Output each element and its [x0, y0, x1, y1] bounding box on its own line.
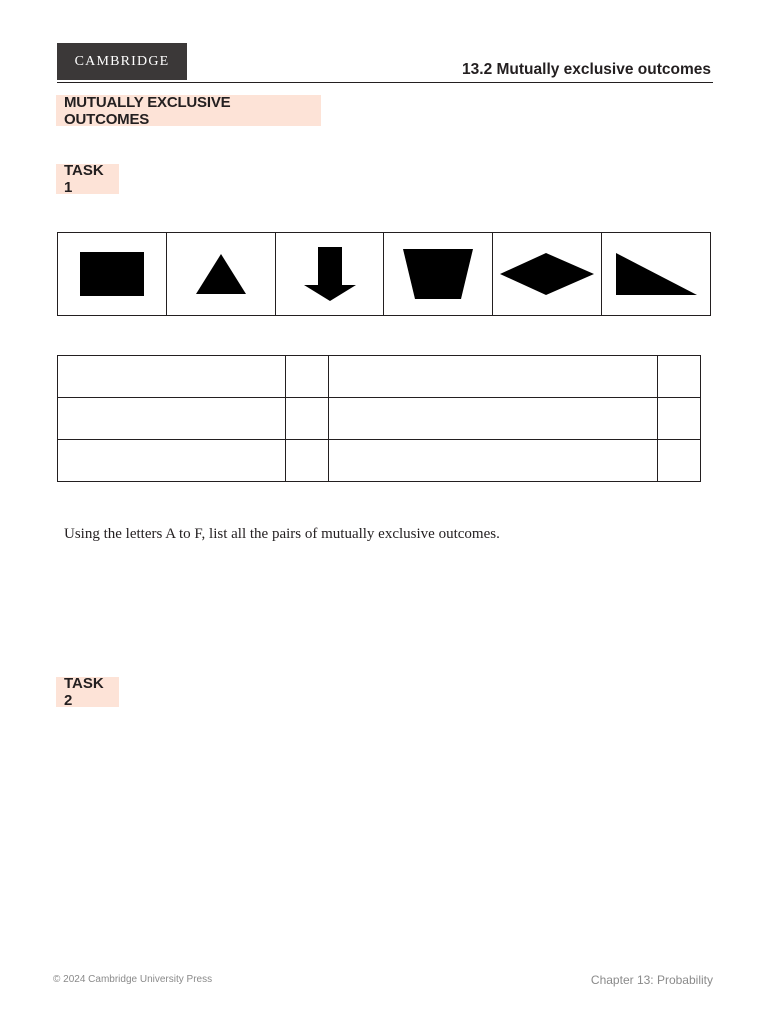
task-2-label [56, 677, 119, 707]
shape-cell [276, 233, 385, 315]
letter-cell[interactable] [285, 440, 328, 482]
cambridge-logo [57, 43, 187, 80]
rhombus-icon [498, 251, 596, 297]
event-cell[interactable] [328, 440, 657, 482]
logo-text: CAMBRIDGE [74, 53, 170, 69]
task-1-text: TASK 1 [64, 162, 104, 196]
shape-cell [493, 233, 602, 315]
letter-cell[interactable] [658, 440, 701, 482]
copyright-text: © 2024 Cambridge University Press [53, 974, 213, 985]
section-heading-text: MUTUALLY EXCLUSIVE OUTCOMES [64, 93, 231, 128]
task-1-label [56, 164, 119, 194]
event-cell[interactable] [58, 398, 286, 440]
chapter-label: Chapter 13: Probability [590, 973, 713, 987]
table-row [58, 356, 701, 398]
triangle-icon [193, 251, 249, 297]
shape-cell [167, 233, 276, 315]
table-row [58, 440, 701, 482]
letter-cell[interactable] [658, 398, 701, 440]
table-row [58, 398, 701, 440]
event-cell[interactable] [328, 398, 657, 440]
section-heading [56, 95, 321, 126]
shape-cell [384, 233, 493, 315]
right-triangle-icon [613, 250, 699, 298]
rectangle-icon [77, 249, 147, 299]
letter-cell[interactable] [285, 398, 328, 440]
event-cell[interactable] [58, 440, 286, 482]
event-cell[interactable] [328, 356, 657, 398]
trapezium-icon [401, 245, 475, 303]
shape-cell [602, 233, 710, 315]
shapes-table [57, 232, 711, 316]
down-arrow-icon [300, 244, 360, 304]
answer-table [57, 355, 701, 482]
letter-cell[interactable] [285, 356, 328, 398]
shape-cell [58, 233, 167, 315]
header-divider [57, 82, 713, 83]
task-2-text: TASK 2 [64, 675, 104, 709]
event-cell[interactable] [58, 356, 286, 398]
instruction-text: Using the letters A to F, list all the pairs of mutually exclusive outcomes. [64, 526, 500, 542]
page-title: 13.2 Mutually exclusive outcomes [462, 61, 711, 78]
letter-cell[interactable] [658, 356, 701, 398]
